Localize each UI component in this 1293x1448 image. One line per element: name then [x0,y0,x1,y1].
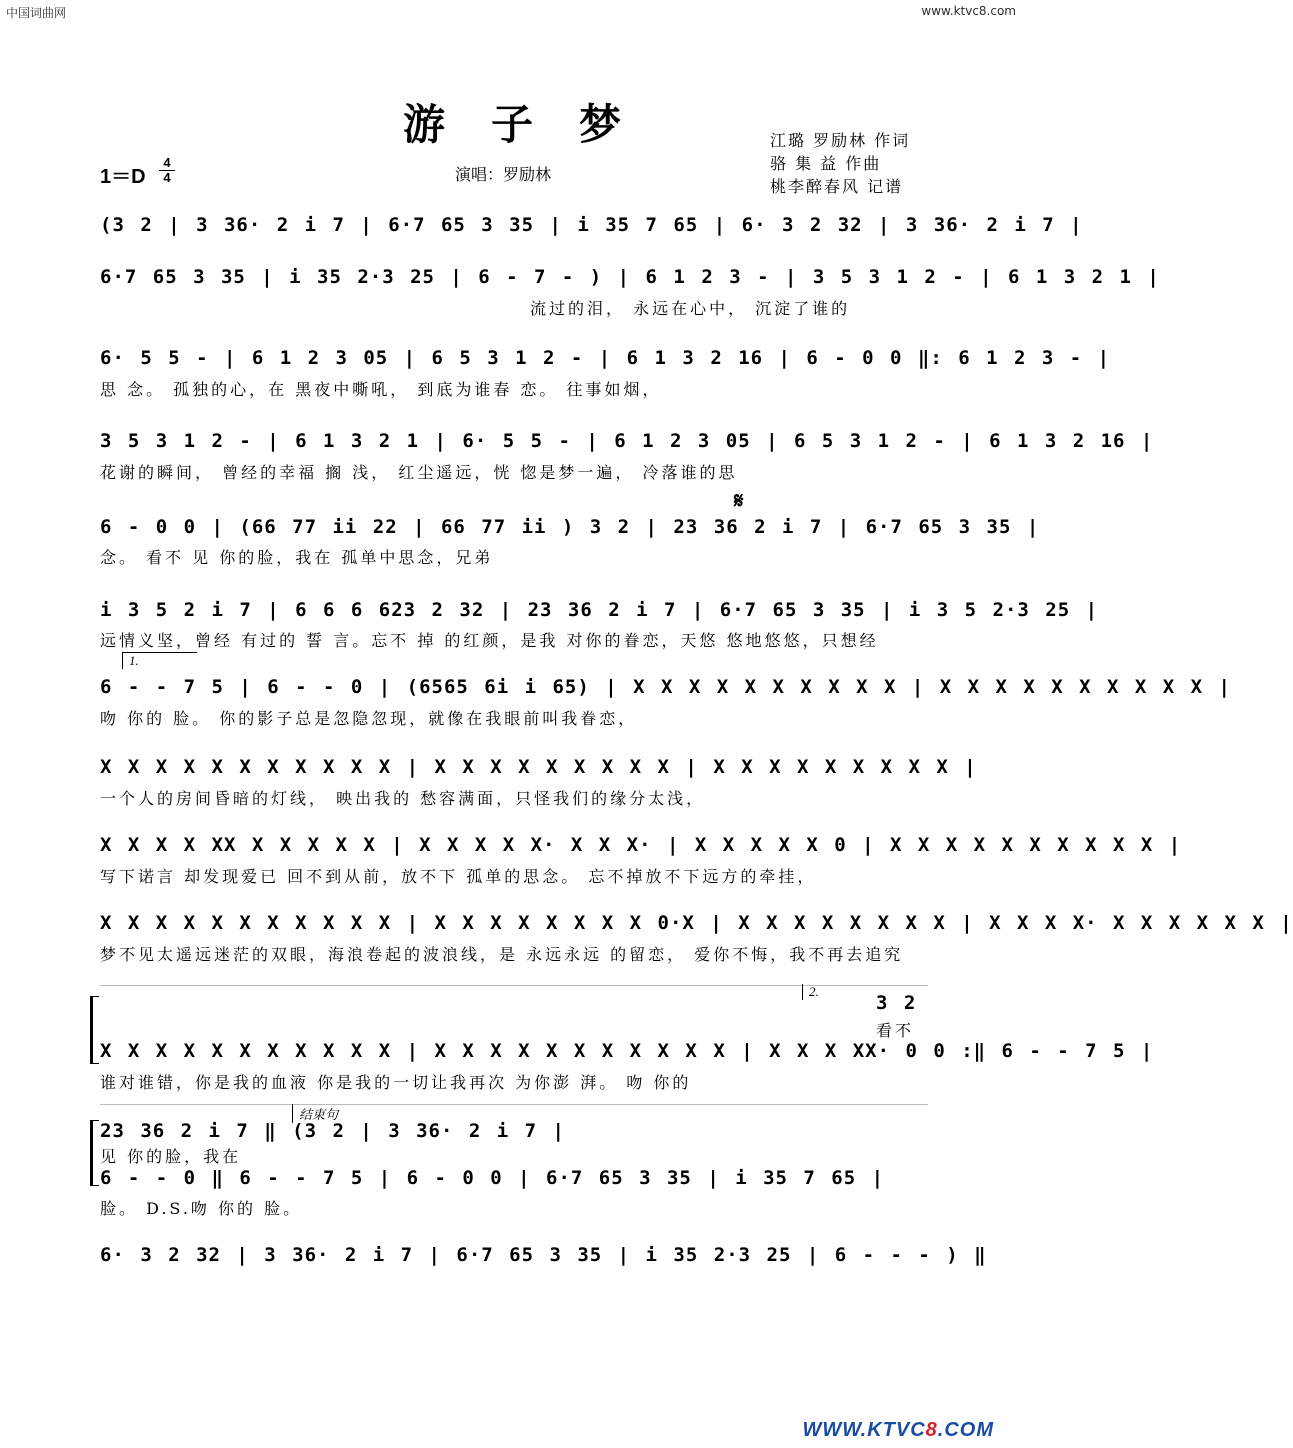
lyrics-line-12: 脸。 D.S.吻 你的 脸。 [100,1199,303,1218]
lyrics-line-9: 写下诺言 却发现爱已 回不到从前，放不下 孤单的思念。 忘不掉放不下远方的牵挂， [100,867,817,886]
notation-line-1: (3 2 | 3 36· 2 i 7 | 6·7 65 3 35 | i 35 7 65 | 6· 3 2 32 | 3 36· 2 i 7 | [100,214,1083,236]
lyrics-line-4: 花谢的瞬间， 曾经的幸福 搁 浅， 红尘遥远，恍 惚是梦一遍， 冷落谁的思 [100,463,738,482]
notation-line-12: 6 - - 0 ‖ 6 - - 7 5 | 6 - 0 0 | 6·7 65 3 35 | i 35 7 65 | [100,1167,885,1189]
notation-line-5: 6 - 0 0 | (66 77 ii 22 | 66 77 ii ) 3 2 | 23 36 2 i 7 | 6·7 65 3 35 | [100,516,1040,538]
key-signature: 1＝D [100,166,146,188]
notation-line-12-top: 23 36 2 i 7 ‖ (3 2 | 3 36· 2 i 7 | [100,1120,565,1142]
meter-bottom: 4 [163,170,171,185]
first-ending-bracket: 1. [122,652,197,669]
site-name-left: 中国词曲网 [6,6,67,20]
notation-line-13: 6· 3 2 32 | 3 36· 2 i 7 | 6·7 65 3 35 | i 35 2·3 25 | 6 - - - ) ‖ [100,1244,987,1266]
composer-credit: 骆 集 益 作曲 [770,154,882,173]
staff-guide-12 [100,1104,928,1105]
ktvc8-logo [803,1419,995,1442]
lyricist-credit: 江璐 罗励林 作词 [770,131,911,150]
pickup-lyrics: 看不 [876,1021,915,1040]
notation-line-3: 6· 5 5 - | 6 1 2 3 05 | 6 5 3 1 2 - | 6 1 3 2 16 | 6 - 0 0 ‖: 6 1 2 3 - | [100,347,1111,369]
logo-part-2: 8 [925,1419,938,1441]
site-url-right: www.ktvc8.com [921,4,1016,18]
singer-credit: 演唱：罗励林 [455,165,552,184]
notation-line-7: 6 - - 7 5 | 6 - - 0 | (6565 6i i 65) | X X X X X X X X X X | X X X X X X X X X X | [100,676,1231,698]
logo-part-1: WWW.KTVC [802,1419,926,1441]
logo-part-3: .COM [937,1419,994,1441]
notation-line-6: i 3 5 2 i 7 | 6 6 6 623 2 32 | 23 36 2 i 7 | 6·7 65 3 35 | i 3 5 2·3 25 | [100,599,1099,621]
notation-line-2: 6·7 65 3 35 | i 35 2·3 25 | 6 - 7 - ) | 6 1 2 3 - | 3 5 3 1 2 - | 6 1 3 2 1 | [100,266,1160,288]
pickup-notes: 3 2 [876,992,917,1014]
lyrics-line-6: 远情义坚，曾经 有过的 誓 言。忘不 掉 的红颜，是我 对你的眷恋，天悠 悠地悠悠，只想经 [100,631,879,650]
lyrics-line-11: 谁对谁错，你是我的血液 你是我的一切让我再次 为你澎 湃。 吻 你的 [100,1073,692,1092]
time-signature [158,156,176,185]
meter-top: 4 [163,155,171,170]
song-title: 游子梦 [402,100,667,149]
lyrics-line-10: 梦不见太遥远迷茫的双眼，海浪卷起的波浪线，是 永远永远 的留恋， 爱你不悔，我不再去追究 [100,945,904,964]
lyrics-line-7: 吻 你的 脸。 你的影子总是忽隐忽现，就像在我眼前叫我眷恋， [100,709,638,728]
coda-label: 结束句 [292,1104,338,1123]
segno-sign: 𝄋 [734,488,744,514]
notation-line-11: X X X X X X X X X X X | X X X X X X X X X X X | X X X XX· 0 0 :‖ 6 - - 7 5 | [100,1040,1154,1062]
notation-line-8: X X X X X X X X X X X | X X X X X X X X X | X X X X X X X X X | [100,756,977,778]
lyrics-line-8: 一个人的房间昏暗的灯线， 映出我的 愁容满面，只怪我们的缘分太浅， [100,789,706,808]
lyrics-line-5: 念。 看不 见 你的脸，我在 孤单中思念，兄弟 [100,548,494,567]
lyrics-line-3: 思 念。 孤独的心，在 黑夜中嘶吼， 到底为谁春 恋。 往事如烟， [100,380,662,399]
notation-line-9: X X X X XX X X X X X | X X X X X· X X X· | X X X X X 0 | X X X X X X X X X X | [100,834,1182,856]
lyrics-line-12-top: 见 你的脸，我在 [100,1147,242,1166]
transcriber-credit: 桃李醉春风 记谱 [770,177,904,196]
system-bracket-11 [90,996,99,1064]
system-bracket-12 [90,1120,99,1186]
notation-line-10: X X X X X X X X X X X | X X X X X X X X 0·X | X X X X X X X X | X X X X· X X X X X X | [100,912,1293,934]
lyrics-line-2: 流过的泪， 永远在心中， 沉淀了谁的 [530,299,851,318]
second-ending-label: 2. [802,984,819,1000]
notation-line-4: 3 5 3 1 2 - | 6 1 3 2 1 | 6· 5 5 - | 6 1 2 3 05 | 6 5 3 1 2 - | 6 1 3 2 16 | [100,430,1154,452]
